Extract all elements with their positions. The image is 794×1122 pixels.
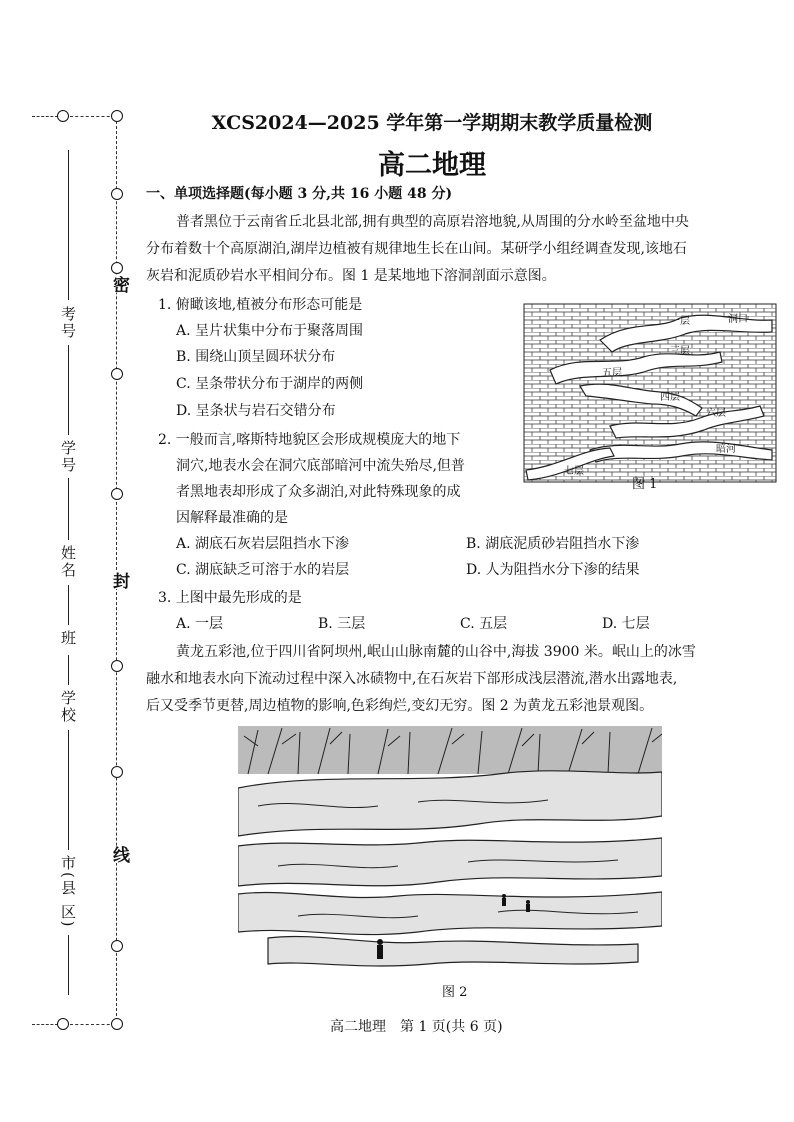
fig1-label: 三层 (670, 346, 690, 357)
huanglong-pools-illustration (238, 726, 662, 978)
fig1-label: 洞口 (728, 314, 748, 325)
page-footer: 高二地理 第 1 页(共 6 页) (330, 1019, 503, 1035)
binding-hole (111, 188, 123, 200)
class-label: 班 (59, 630, 77, 647)
question-3-option-c[interactable]: C. 五层 (460, 616, 508, 632)
binding-hole-top-left (57, 110, 69, 122)
subject-title: 高二地理 (378, 150, 486, 181)
passage1-line: 分布着数十个高原湖泊,湖岸边植被有规律地生长在山间。某研学小组经调查发现,该地石 (146, 241, 687, 257)
figure-2 (238, 726, 662, 1000)
city-line (68, 935, 69, 995)
school-line-top (68, 655, 69, 685)
question-3-option-a[interactable]: A. 一层 (176, 616, 224, 632)
binding-hole (111, 660, 123, 672)
binding-hole (111, 940, 123, 952)
binding-hole (111, 262, 123, 274)
binding-dash-bottom-left (32, 1024, 58, 1025)
question-1-option-b[interactable]: B. 围绕山顶呈圆环状分布 (176, 349, 336, 365)
binding-hole (111, 766, 123, 778)
question-2-stem: 洞穴,地表水会在洞穴底部暗河中流失殆尽,但普 (176, 458, 465, 474)
fig1-label: 一层 (670, 316, 690, 327)
binding-hole-bottom-left (57, 1018, 69, 1030)
seal-mark-xian: 线 (107, 846, 132, 863)
figure-1-caption: 图 1 (632, 477, 658, 492)
question-1-stem: 1. 俯瞰该地,植被分布形态可能是 (158, 297, 363, 313)
student-no-line (68, 345, 69, 435)
school-label: 学校 (59, 690, 77, 724)
tree-line (238, 726, 662, 774)
question-2-option-c[interactable]: C. 湖底缺乏可溶于水的岩层 (176, 562, 350, 578)
question-3-option-b[interactable]: B. 三层 (318, 616, 366, 632)
section-heading: 一、单项选择题(每小题 3 分,共 16 小题 48 分) (146, 186, 453, 202)
passage2-line: 融水和地表水向下流动过程中深入冰碛物中,在石灰岩下部形成浅层潜流,潜水出露地表, (146, 671, 678, 687)
question-1-option-a[interactable]: A. 呈片状集中分布于聚落周围 (176, 323, 364, 339)
seal-mark-feng: 封 (107, 572, 132, 589)
fig1-label: 暗河 (716, 444, 736, 455)
fig1-label: 六层 (706, 408, 726, 419)
question-2-stem: 2. 一般而言,喀斯特地貌区会形成规模庞大的地下 (158, 432, 461, 448)
exam-no-line (68, 150, 69, 300)
passage1-line: 普者黑位于云南省丘北县北部,拥有典型的高原岩溶地貌,从周围的分水岭至盆地中央 (176, 214, 689, 230)
question-2-option-a[interactable]: A. 湖底石灰岩层阻挡水下渗 (176, 536, 350, 552)
cave-cross-section-diagram (520, 300, 780, 500)
exam-title: XCS2024—2025 学年第一学期期末教学质量检测 (211, 112, 653, 134)
figure-1 (520, 300, 780, 500)
question-2-option-d[interactable]: D. 人为阻挡水分下渗的结果 (466, 562, 640, 578)
question-3-stem: 3. 上图中最先形成的是 (158, 590, 302, 606)
class-line (68, 585, 69, 625)
passage2-line: 黄龙五彩池,位于四川省阿坝州,岷山山脉南麓的山谷中,海拔 3900 米。岷山上的冰雪 (176, 644, 696, 660)
binding-dash-top-left (32, 116, 58, 117)
fig1-label: 七层 (564, 466, 584, 477)
binding-hole (111, 368, 123, 380)
school-line (68, 730, 69, 850)
binding-cut-line (116, 116, 117, 1026)
fig1-label: 五层 (602, 368, 622, 379)
binding-hole (111, 488, 123, 500)
name-line (68, 478, 69, 540)
question-1-option-c[interactable]: C. 呈条带状分布于湖岸的两侧 (176, 376, 364, 392)
fig1-label: 四层 (660, 392, 680, 403)
question-2-stem: 者黑地表却形成了众多湖泊,对此特殊现象的成 (176, 484, 461, 500)
figure-2-caption: 图 2 (442, 985, 468, 1000)
question-2-option-b[interactable]: B. 湖底泥质砂岩阻挡水下渗 (466, 536, 640, 552)
question-3-option-d[interactable]: D. 七层 (602, 616, 650, 632)
exam-no-label: 考号 (59, 306, 77, 340)
passage2-line: 后又受季节更替,周边植物的影响,色彩绚烂,变幻无穷。图 2 为黄龙五彩池景观图。 (146, 698, 654, 714)
passage1-line: 灰岩和泥质砂岩水平相间分布。图 1 是某地地下溶洞剖面示意图。 (146, 268, 556, 284)
student-no-label: 学号 (59, 440, 77, 474)
city-label: 市(县 区) (59, 855, 77, 929)
binding-dash-bottom (70, 1024, 115, 1025)
question-2-stem: 因解释最准确的是 (176, 510, 288, 526)
binding-hole (111, 1018, 123, 1030)
question-1-option-d[interactable]: D. 呈条状与岩石交错分布 (176, 403, 336, 419)
seal-mark-mi: 密 (107, 276, 132, 293)
name-label: 姓名 (59, 545, 77, 579)
